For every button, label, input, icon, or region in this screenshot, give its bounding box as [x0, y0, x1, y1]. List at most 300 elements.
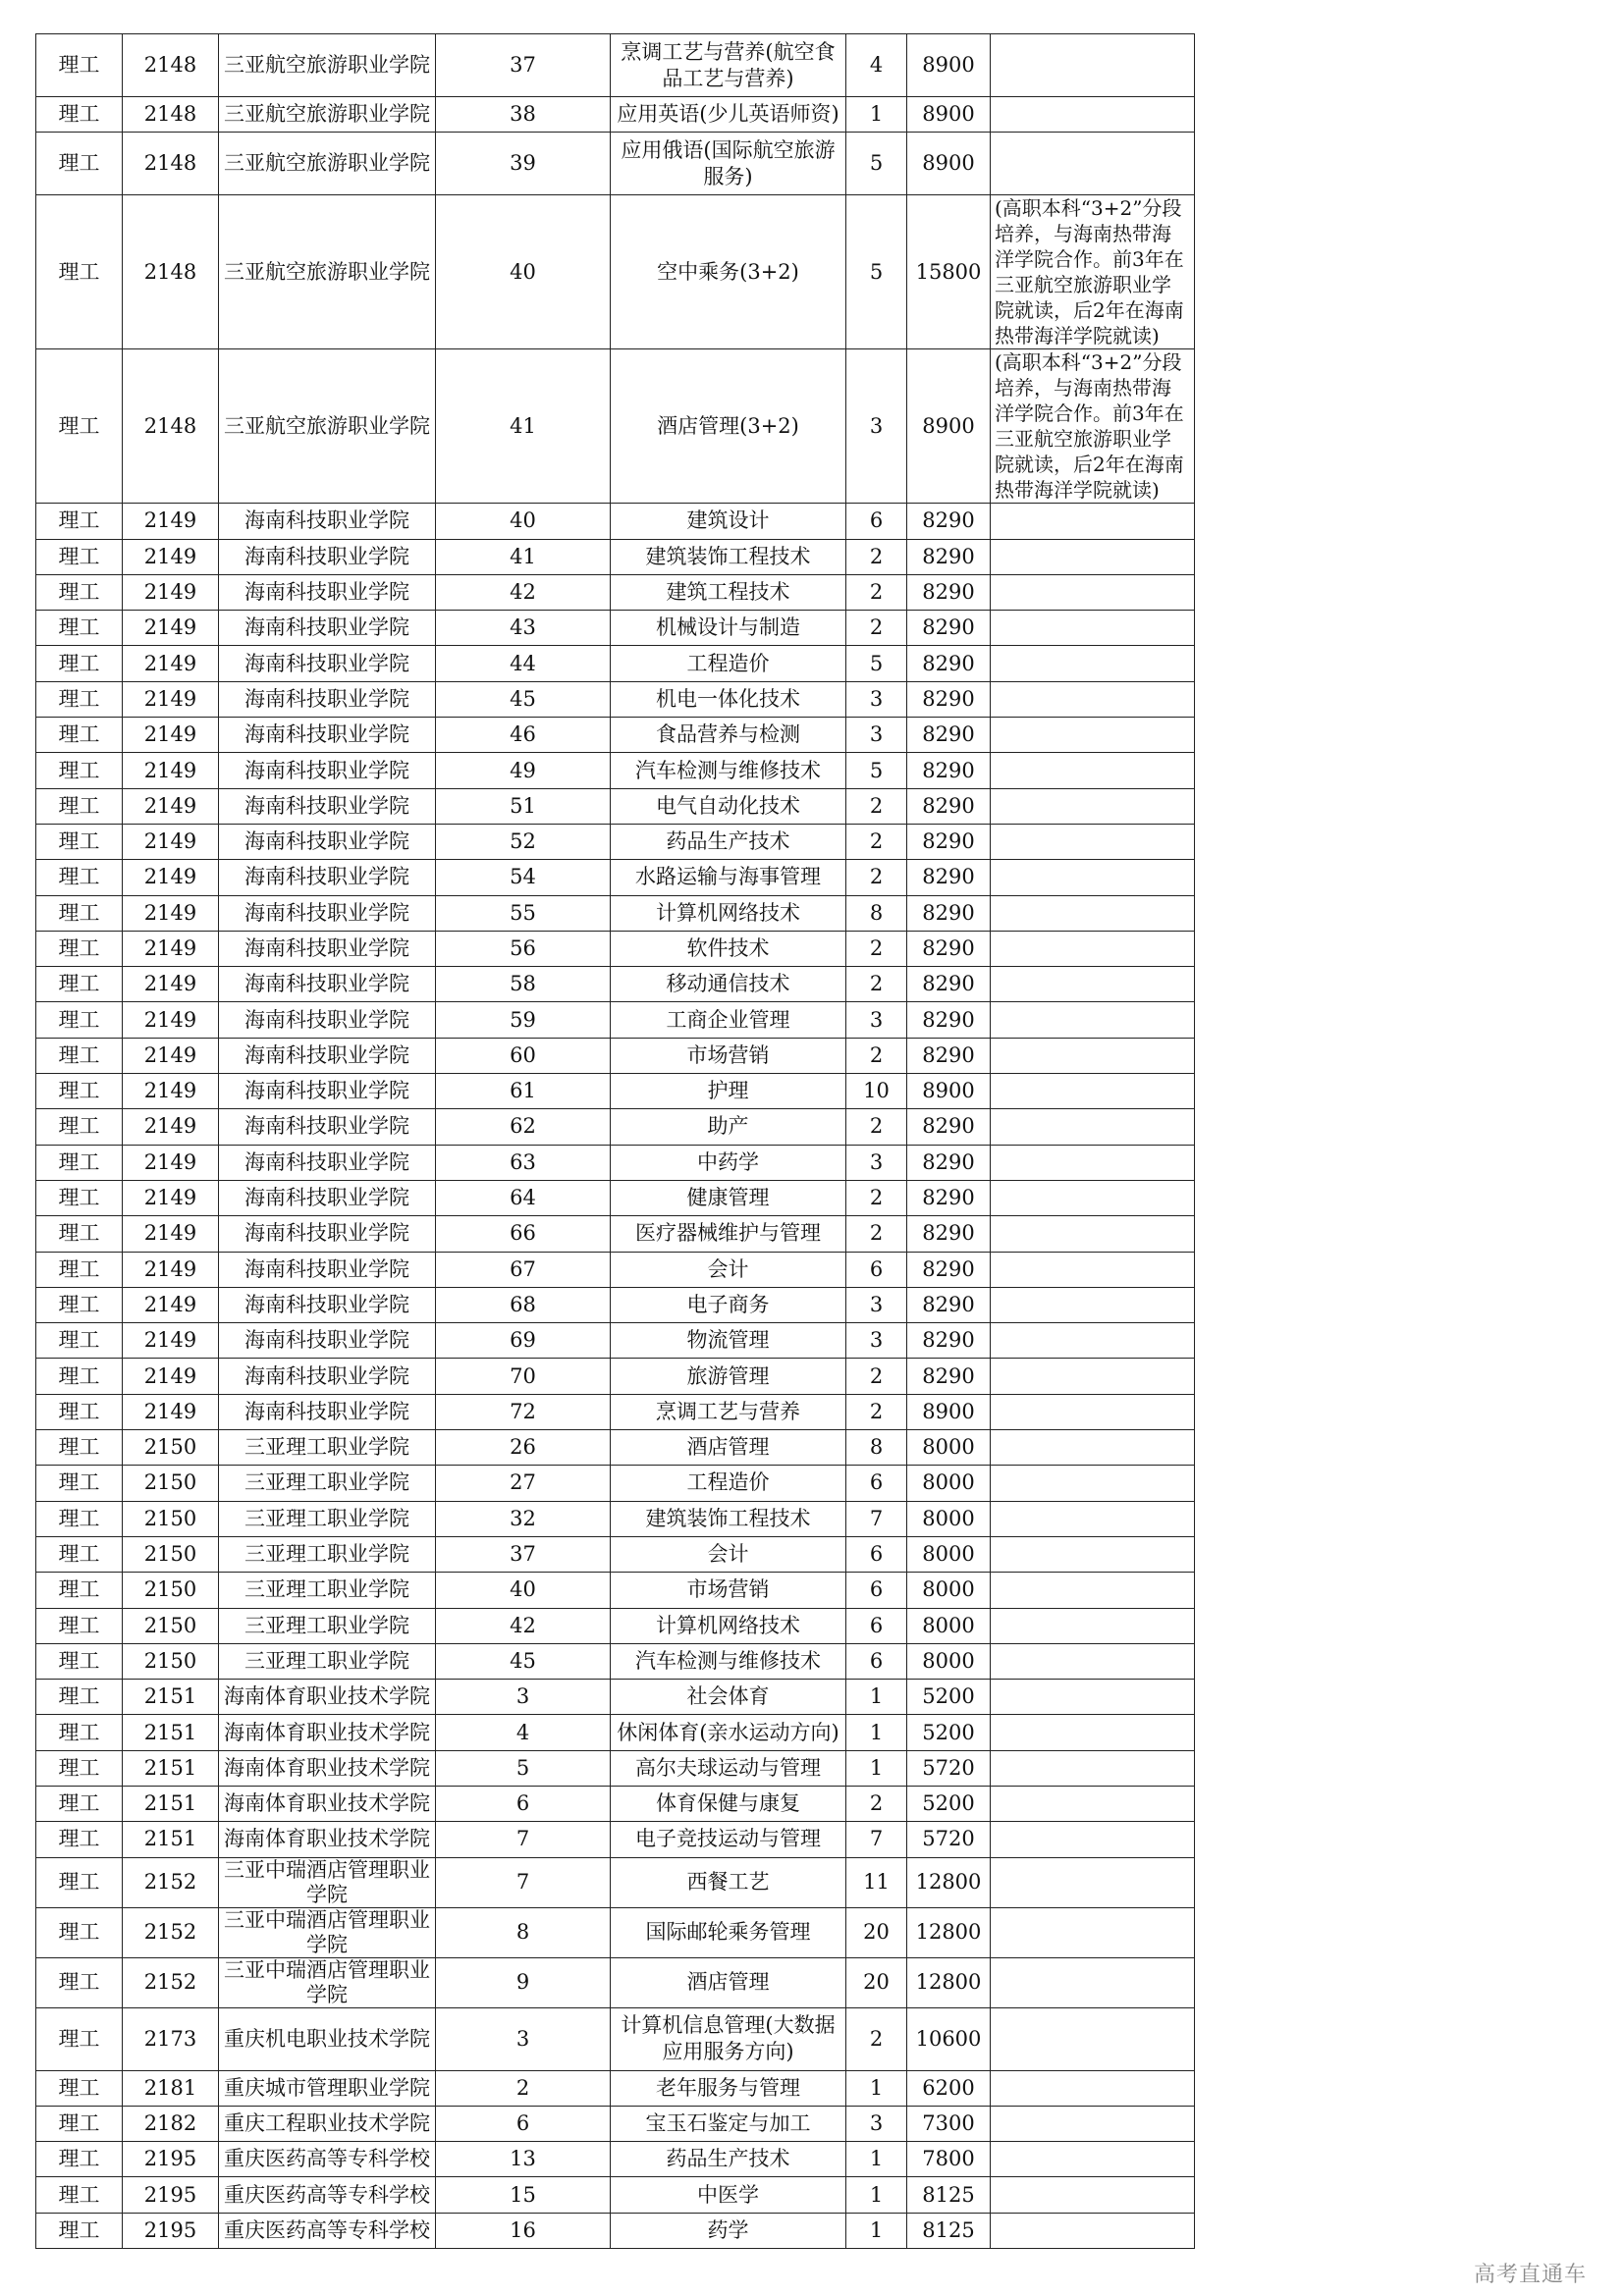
major-name-cell: 机电一体化技术 [611, 681, 846, 717]
table-row [36, 824, 1195, 859]
major-name-cell: 移动通信技术 [611, 967, 846, 1002]
major-name-cell: 建筑设计 [611, 504, 846, 539]
table-row [36, 788, 1195, 824]
school-name-cell: 海南体育职业技术学院 [219, 1680, 436, 1715]
table-row [36, 1287, 1195, 1322]
plan-count-cell: 20 [846, 1907, 907, 1957]
note-cell [991, 1957, 1195, 2007]
school-code-cell: 2150 [123, 1536, 219, 1572]
tuition-cell: 8290 [907, 788, 991, 824]
school-name-cell: 海南科技职业学院 [219, 681, 436, 717]
plan-count-cell: 2 [846, 931, 907, 966]
school-code-cell: 2149 [123, 1002, 219, 1038]
category-cell: 理工 [36, 1680, 123, 1715]
category-cell: 理工 [36, 1857, 123, 1907]
table-row [36, 34, 1195, 97]
table-row [36, 1715, 1195, 1750]
note-cell: (高职本科“3+2”分段培养，与海南热带海洋学院合作。前3年在三亚航空旅游职业学院就读，后2年在海南热带海洋学院就读) [991, 195, 1195, 349]
major-code-cell: 27 [436, 1466, 611, 1501]
plan-count-cell: 6 [846, 1466, 907, 1501]
plan-count-cell: 2 [846, 539, 907, 574]
tuition-cell: 8290 [907, 1323, 991, 1359]
major-name-cell: 市场营销 [611, 1038, 846, 1073]
school-code-cell: 2149 [123, 574, 219, 610]
plan-count-cell: 1 [846, 1680, 907, 1715]
plan-count-cell: 3 [846, 1002, 907, 1038]
tuition-cell: 8000 [907, 1466, 991, 1501]
note-cell [991, 1857, 1195, 1907]
note-cell [991, 539, 1195, 574]
table-row [36, 1573, 1195, 1608]
school-code-cell: 2150 [123, 1643, 219, 1679]
tuition-cell: 8290 [907, 1038, 991, 1073]
school-code-cell: 2149 [123, 895, 219, 931]
table-row [36, 1750, 1195, 1786]
table-row [36, 574, 1195, 610]
category-cell: 理工 [36, 1074, 123, 1109]
note-cell [991, 1536, 1195, 1572]
table-row [36, 753, 1195, 788]
note-cell [991, 1323, 1195, 1359]
school-code-cell: 2149 [123, 1394, 219, 1429]
major-code-cell: 32 [436, 1501, 611, 1536]
major-code-cell: 2 [436, 2070, 611, 2106]
table-row [36, 895, 1195, 931]
note-cell [991, 824, 1195, 859]
tuition-cell: 8000 [907, 1536, 991, 1572]
major-name-cell: 助产 [611, 1109, 846, 1145]
tuition-cell: 8290 [907, 1216, 991, 1252]
major-code-cell: 68 [436, 1287, 611, 1322]
category-cell: 理工 [36, 718, 123, 753]
tuition-cell: 8290 [907, 504, 991, 539]
tuition-cell: 8290 [907, 1180, 991, 1215]
plan-count-cell: 7 [846, 1501, 907, 1536]
school-name-cell: 海南科技职业学院 [219, 611, 436, 646]
tuition-cell: 5720 [907, 1750, 991, 1786]
major-name-cell: 建筑装饰工程技术 [611, 1501, 846, 1536]
table-row [36, 718, 1195, 753]
major-name-cell: 计算机网络技术 [611, 1608, 846, 1643]
major-name-cell: 软件技术 [611, 931, 846, 966]
major-code-cell: 5 [436, 1750, 611, 1786]
table-row [36, 1822, 1195, 1857]
table-row [36, 2142, 1195, 2177]
note-cell [991, 718, 1195, 753]
major-name-cell: 体育保健与康复 [611, 1786, 846, 1821]
school-code-cell: 2150 [123, 1573, 219, 1608]
major-name-cell: 水路运输与海事管理 [611, 860, 846, 895]
school-code-cell: 2152 [123, 1957, 219, 2007]
school-name-cell: 重庆城市管理职业学院 [219, 2070, 436, 2106]
table-row [36, 1680, 1195, 1715]
category-cell: 理工 [36, 1786, 123, 1821]
note-cell [991, 2106, 1195, 2141]
school-code-cell: 2150 [123, 1466, 219, 1501]
major-name-cell: 汽车检测与维修技术 [611, 1643, 846, 1679]
major-code-cell: 51 [436, 788, 611, 824]
plan-count-cell: 6 [846, 1608, 907, 1643]
category-cell: 理工 [36, 681, 123, 717]
school-name-cell: 海南科技职业学院 [219, 860, 436, 895]
plan-count-cell: 2 [846, 1216, 907, 1252]
note-cell: (高职本科“3+2”分段培养，与海南热带海洋学院合作。前3年在三亚航空旅游职业学院就读，后2年在海南热带海洋学院就读) [991, 349, 1195, 504]
tuition-cell: 8290 [907, 1359, 991, 1394]
category-cell: 理工 [36, 539, 123, 574]
plan-count-cell: 2 [846, 611, 907, 646]
major-name-cell: 计算机网络技术 [611, 895, 846, 931]
note-cell [991, 1750, 1195, 1786]
plan-count-cell: 5 [846, 195, 907, 349]
category-cell: 理工 [36, 1359, 123, 1394]
school-code-cell: 2149 [123, 931, 219, 966]
tuition-cell: 8900 [907, 97, 991, 133]
plan-count-cell: 6 [846, 1252, 907, 1287]
school-name-cell: 三亚航空旅游职业学院 [219, 133, 436, 195]
major-name-cell: 汽车检测与维修技术 [611, 753, 846, 788]
tuition-cell: 8290 [907, 895, 991, 931]
table-row [36, 1786, 1195, 1821]
category-cell: 理工 [36, 1536, 123, 1572]
school-code-cell: 2152 [123, 1857, 219, 1907]
table-row [36, 1038, 1195, 1073]
category-cell: 理工 [36, 2142, 123, 2177]
school-name-cell: 海南科技职业学院 [219, 1252, 436, 1287]
plan-count-cell: 3 [846, 681, 907, 717]
major-name-cell: 药学 [611, 2213, 846, 2248]
table-row [36, 967, 1195, 1002]
school-code-cell: 2149 [123, 860, 219, 895]
plan-count-cell: 2 [846, 574, 907, 610]
major-code-cell: 7 [436, 1822, 611, 1857]
tuition-cell: 8290 [907, 681, 991, 717]
tuition-cell: 15800 [907, 195, 991, 349]
tuition-cell: 8125 [907, 2213, 991, 2248]
school-name-cell: 海南体育职业技术学院 [219, 1750, 436, 1786]
tuition-cell: 8290 [907, 753, 991, 788]
school-code-cell: 2151 [123, 1750, 219, 1786]
note-cell [991, 1822, 1195, 1857]
plan-count-cell: 5 [846, 133, 907, 195]
major-name-cell: 酒店管理(3+2) [611, 349, 846, 504]
school-code-cell: 2195 [123, 2213, 219, 2248]
tuition-cell: 8000 [907, 1430, 991, 1466]
major-name-cell: 建筑工程技术 [611, 574, 846, 610]
category-cell: 理工 [36, 1957, 123, 2007]
major-code-cell: 42 [436, 1608, 611, 1643]
category-cell: 理工 [36, 349, 123, 504]
school-name-cell: 海南科技职业学院 [219, 931, 436, 966]
major-code-cell: 58 [436, 967, 611, 1002]
major-code-cell: 40 [436, 504, 611, 539]
category-cell: 理工 [36, 1643, 123, 1679]
school-name-cell: 重庆医药高等专科学校 [219, 2213, 436, 2248]
note-cell [991, 2007, 1195, 2070]
school-code-cell: 2152 [123, 1907, 219, 1957]
tuition-cell: 12800 [907, 1957, 991, 2007]
tuition-cell: 8000 [907, 1573, 991, 1608]
tuition-cell: 8290 [907, 539, 991, 574]
school-name-cell: 三亚中瑞酒店管理职业学院 [219, 1857, 436, 1907]
school-name-cell: 重庆医药高等专科学校 [219, 2142, 436, 2177]
major-name-cell: 工程造价 [611, 1466, 846, 1501]
tuition-cell: 8290 [907, 718, 991, 753]
major-name-cell: 机械设计与制造 [611, 611, 846, 646]
school-code-cell: 2149 [123, 1109, 219, 1145]
category-cell: 理工 [36, 1430, 123, 1466]
plan-count-cell: 4 [846, 34, 907, 97]
category-cell: 理工 [36, 753, 123, 788]
major-name-cell: 药品生产技术 [611, 824, 846, 859]
category-cell: 理工 [36, 195, 123, 349]
tuition-cell: 8900 [907, 34, 991, 97]
school-name-cell: 三亚航空旅游职业学院 [219, 349, 436, 504]
category-cell: 理工 [36, 895, 123, 931]
plan-count-cell: 2 [846, 1786, 907, 1821]
table-row [36, 1466, 1195, 1501]
major-name-cell: 中药学 [611, 1145, 846, 1180]
school-code-cell: 2149 [123, 1038, 219, 1073]
table-row [36, 539, 1195, 574]
school-name-cell: 海南体育职业技术学院 [219, 1786, 436, 1821]
tuition-cell: 8900 [907, 1074, 991, 1109]
note-cell [991, 1180, 1195, 1215]
plan-count-cell: 3 [846, 1287, 907, 1322]
school-name-cell: 海南科技职业学院 [219, 895, 436, 931]
plan-count-cell: 20 [846, 1957, 907, 2007]
table-row [36, 2213, 1195, 2248]
major-code-cell: 56 [436, 931, 611, 966]
major-name-cell: 老年服务与管理 [611, 2070, 846, 2106]
major-code-cell: 64 [436, 1180, 611, 1215]
school-code-cell: 2150 [123, 1501, 219, 1536]
school-name-cell: 海南科技职业学院 [219, 1394, 436, 1429]
table-row [36, 860, 1195, 895]
note-cell [991, 895, 1195, 931]
table-row [36, 646, 1195, 681]
note-cell [991, 1430, 1195, 1466]
tuition-cell: 5200 [907, 1715, 991, 1750]
category-cell: 理工 [36, 1038, 123, 1073]
major-name-cell: 物流管理 [611, 1323, 846, 1359]
table-row [36, 1907, 1195, 1957]
school-code-cell: 2148 [123, 195, 219, 349]
note-cell [991, 1109, 1195, 1145]
major-code-cell: 44 [436, 646, 611, 681]
school-code-cell: 2181 [123, 2070, 219, 2106]
major-code-cell: 7 [436, 1857, 611, 1907]
school-code-cell: 2149 [123, 718, 219, 753]
tuition-cell: 8290 [907, 931, 991, 966]
plan-count-cell: 2 [846, 1038, 907, 1073]
school-name-cell: 海南科技职业学院 [219, 1287, 436, 1322]
major-name-cell: 健康管理 [611, 1180, 846, 1215]
school-code-cell: 2149 [123, 504, 219, 539]
school-code-cell: 2149 [123, 611, 219, 646]
watermark-text: 高考直通车 [1473, 2263, 1587, 2287]
tuition-cell: 8125 [907, 2177, 991, 2213]
tuition-cell: 8290 [907, 1109, 991, 1145]
tuition-cell: 10600 [907, 2007, 991, 2070]
school-name-cell: 海南科技职业学院 [219, 1359, 436, 1394]
school-code-cell: 2149 [123, 1287, 219, 1322]
category-cell: 理工 [36, 2106, 123, 2141]
tuition-cell: 12800 [907, 1907, 991, 1957]
table-row [36, 1957, 1195, 2007]
plan-count-cell: 2 [846, 860, 907, 895]
major-code-cell: 66 [436, 1216, 611, 1252]
major-code-cell: 41 [436, 539, 611, 574]
category-cell: 理工 [36, 2070, 123, 2106]
major-name-cell: 市场营销 [611, 1573, 846, 1608]
major-code-cell: 43 [436, 611, 611, 646]
table-row [36, 1074, 1195, 1109]
tuition-cell: 12800 [907, 1857, 991, 1907]
category-cell: 理工 [36, 2213, 123, 2248]
table-row [36, 1180, 1195, 1215]
tuition-cell: 8900 [907, 1394, 991, 1429]
school-name-cell: 重庆医药高等专科学校 [219, 2177, 436, 2213]
tuition-cell: 8290 [907, 646, 991, 681]
major-code-cell: 55 [436, 895, 611, 931]
table-row [36, 195, 1195, 349]
major-name-cell: 会计 [611, 1252, 846, 1287]
plan-count-cell: 1 [846, 97, 907, 133]
school-name-cell: 海南科技职业学院 [219, 1216, 436, 1252]
school-name-cell: 三亚理工职业学院 [219, 1643, 436, 1679]
note-cell [991, 1074, 1195, 1109]
tuition-cell: 8000 [907, 1608, 991, 1643]
major-name-cell: 高尔夫球运动与管理 [611, 1750, 846, 1786]
plan-count-cell: 2 [846, 788, 907, 824]
school-name-cell: 海南科技职业学院 [219, 753, 436, 788]
tuition-cell: 5200 [907, 1786, 991, 1821]
category-cell: 理工 [36, 1180, 123, 1215]
major-code-cell: 16 [436, 2213, 611, 2248]
school-code-cell: 2149 [123, 646, 219, 681]
table-row [36, 1394, 1195, 1429]
major-name-cell: 西餐工艺 [611, 1857, 846, 1907]
school-name-cell: 海南科技职业学院 [219, 574, 436, 610]
category-cell: 理工 [36, 1216, 123, 1252]
major-code-cell: 3 [436, 1680, 611, 1715]
table-row [36, 931, 1195, 966]
note-cell [991, 34, 1195, 97]
major-name-cell: 食品营养与检测 [611, 718, 846, 753]
plan-count-cell: 11 [846, 1857, 907, 1907]
major-name-cell: 工程造价 [611, 646, 846, 681]
note-cell [991, 1608, 1195, 1643]
table-row [36, 1145, 1195, 1180]
category-cell: 理工 [36, 611, 123, 646]
note-cell [991, 1359, 1195, 1394]
plan-count-cell: 1 [846, 2177, 907, 2213]
major-code-cell: 67 [436, 1252, 611, 1287]
plan-count-cell: 3 [846, 2106, 907, 2141]
note-cell [991, 1680, 1195, 1715]
plan-count-cell: 3 [846, 718, 907, 753]
table-row [36, 133, 1195, 195]
major-code-cell: 45 [436, 1643, 611, 1679]
category-cell: 理工 [36, 646, 123, 681]
school-code-cell: 2149 [123, 1074, 219, 1109]
note-cell [991, 1287, 1195, 1322]
major-name-cell: 应用俄语(国际航空旅游服务) [611, 133, 846, 195]
note-cell [991, 1643, 1195, 1679]
table-row [36, 1536, 1195, 1572]
school-code-cell: 2149 [123, 1180, 219, 1215]
major-name-cell: 电子商务 [611, 1287, 846, 1322]
table-row [36, 349, 1195, 504]
major-code-cell: 8 [436, 1907, 611, 1957]
plan-count-cell: 6 [846, 504, 907, 539]
major-code-cell: 38 [436, 97, 611, 133]
major-code-cell: 49 [436, 753, 611, 788]
category-cell: 理工 [36, 967, 123, 1002]
table-row [36, 1430, 1195, 1466]
school-name-cell: 海南科技职业学院 [219, 1145, 436, 1180]
table-row [36, 1359, 1195, 1394]
note-cell [991, 1394, 1195, 1429]
tuition-cell: 8290 [907, 611, 991, 646]
school-code-cell: 2149 [123, 967, 219, 1002]
plan-count-cell: 8 [846, 1430, 907, 1466]
school-code-cell: 2148 [123, 97, 219, 133]
school-code-cell: 2149 [123, 1216, 219, 1252]
plan-count-cell: 1 [846, 2070, 907, 2106]
plan-count-cell: 2 [846, 824, 907, 859]
table-row [36, 97, 1195, 133]
tuition-cell: 5200 [907, 1680, 991, 1715]
school-name-cell: 三亚航空旅游职业学院 [219, 34, 436, 97]
tuition-cell: 8000 [907, 1643, 991, 1679]
major-code-cell: 42 [436, 574, 611, 610]
plan-count-cell: 2 [846, 967, 907, 1002]
table-row [36, 1501, 1195, 1536]
table-row [36, 2106, 1195, 2141]
tuition-cell: 8290 [907, 1287, 991, 1322]
table-row [36, 681, 1195, 717]
major-code-cell: 46 [436, 718, 611, 753]
school-code-cell: 2149 [123, 1252, 219, 1287]
note-cell [991, 1216, 1195, 1252]
major-name-cell: 酒店管理 [611, 1957, 846, 2007]
school-name-cell: 海南科技职业学院 [219, 788, 436, 824]
school-code-cell: 2149 [123, 1323, 219, 1359]
note-cell [991, 504, 1195, 539]
major-name-cell: 电子竞技运动与管理 [611, 1822, 846, 1857]
major-name-cell: 国际邮轮乘务管理 [611, 1907, 846, 1957]
category-cell: 理工 [36, 1109, 123, 1145]
school-code-cell: 2150 [123, 1608, 219, 1643]
plan-count-cell: 8 [846, 895, 907, 931]
school-name-cell: 海南科技职业学院 [219, 646, 436, 681]
table-row [36, 1643, 1195, 1679]
table-row [36, 2070, 1195, 2106]
major-code-cell: 69 [436, 1323, 611, 1359]
major-code-cell: 60 [436, 1038, 611, 1073]
school-code-cell: 2149 [123, 1359, 219, 1394]
major-name-cell: 医疗器械维护与管理 [611, 1216, 846, 1252]
school-name-cell: 重庆机电职业技术学院 [219, 2007, 436, 2070]
category-cell: 理工 [36, 1466, 123, 1501]
major-name-cell: 宝玉石鉴定与加工 [611, 2106, 846, 2141]
school-name-cell: 海南体育职业技术学院 [219, 1822, 436, 1857]
tuition-cell: 8900 [907, 349, 991, 504]
plan-count-cell: 5 [846, 646, 907, 681]
table-row [36, 1252, 1195, 1287]
school-name-cell: 海南科技职业学院 [219, 1109, 436, 1145]
